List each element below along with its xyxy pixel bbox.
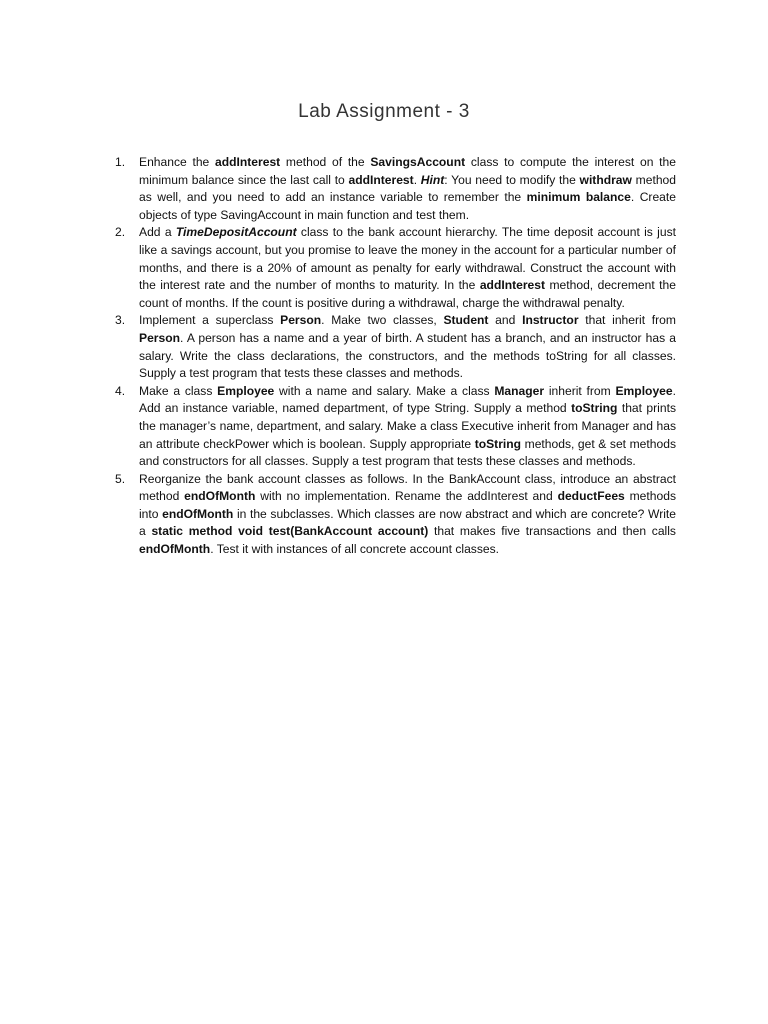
task-item — [112, 312, 676, 382]
emphasis-text: TimeDepositAccount — [175, 225, 297, 240]
emphasis-text: addInterest — [348, 172, 414, 187]
emphasis-text: Employee — [217, 383, 275, 398]
emphasis-text: endOfMonth — [139, 542, 211, 557]
body-text: Add a — [139, 225, 176, 240]
body-text: . Create objects of type SavingAccount in main function and test them. — [139, 190, 676, 222]
body-text: and — [488, 313, 523, 328]
emphasis-text: toString — [571, 401, 618, 416]
body-text: in the subclasses. Which classes are now abstract and which are concrete? Write a — [139, 506, 677, 539]
task-item — [112, 224, 676, 312]
task-text — [139, 312, 676, 382]
body-text: class to the bank account hierarchy. The time deposit account is just like a savings account, but you promise to leave the money in the account for a particular number of months, and there is a 20% of amount as penalty for early withdrawal. Construct the account with the interest rate and the number of months to maturity. In the — [139, 225, 676, 293]
emphasis-text: addInterest — [479, 278, 546, 293]
emphasis-text: endOfMonth — [184, 489, 256, 504]
body-text: that prints the manager’s name, department, and salary. Make a class Executive inherit from Manager and has an attribute checkPower which is boolean. Supply appropriate — [139, 401, 676, 451]
body-text: Reorganize the bank account classes as follows. In the BankAccount class, introduce an abstract method — [139, 471, 676, 504]
body-text: method as well, and you need to add an instance variable to remember the — [139, 172, 677, 205]
task-list — [112, 154, 676, 559]
task-number: 3. — [115, 313, 126, 328]
emphasis-text: Hint — [420, 172, 445, 187]
emphasis-text: minimum balance — [526, 190, 631, 205]
task-text — [139, 471, 676, 559]
task-text — [139, 154, 676, 224]
body-text: class to compute the interest on the minimum balance since the last call to — [139, 155, 676, 187]
task-number: 5. — [115, 471, 126, 486]
task-number: 4. — [115, 383, 126, 398]
emphasis-text: Person — [139, 330, 180, 345]
body-text: . A person has a name and a year of birth. A student has a branch, and an instructor has a salary. Write the class declarations, the constructors, and the methods toString for all classes. Supply a test program that tests these classes and methods. — [139, 330, 676, 381]
task-item — [112, 471, 676, 559]
body-text: that inherit from — [578, 313, 676, 328]
emphasis-text: Student — [443, 313, 489, 328]
body-text: . — [413, 172, 421, 187]
body-text: : You need to modify the — [444, 172, 580, 187]
task-item — [112, 154, 676, 224]
emphasis-text: Employee — [615, 383, 673, 398]
body-text: method, decrement the count of months. If the count is positive during a withdrawal, charge the withdrawal penalty. — [139, 278, 676, 310]
body-text: methods, get & set methods and constructors for all classes. Supply a test program that tests these classes and methods. — [139, 436, 676, 469]
body-text: . Make two classes, — [321, 313, 444, 328]
body-text: methods into — [139, 489, 676, 521]
body-text: with a name and salary. Make a class — [274, 383, 495, 398]
task-number: 1. — [115, 155, 126, 169]
emphasis-text: endOfMonth — [162, 506, 234, 521]
body-text: inherit from — [544, 383, 616, 398]
emphasis-text: withdraw — [579, 172, 632, 187]
body-text: . Add an instance variable, named department, of type String. Supply a method — [139, 383, 676, 416]
body-text: Enhance the — [139, 155, 216, 169]
task-item — [112, 383, 676, 471]
emphasis-text: Instructor — [522, 313, 579, 328]
task-number: 2. — [115, 225, 126, 240]
emphasis-text: static method void test(BankAccount account) — [151, 524, 429, 539]
emphasis-text: Person — [280, 313, 322, 328]
emphasis-text: addInterest — [215, 155, 281, 169]
emphasis-text: Manager — [494, 383, 545, 398]
body-text: with no implementation. Rename the addInterest and — [255, 489, 558, 504]
body-text: method of the — [280, 155, 371, 169]
emphasis-text: toString — [474, 436, 522, 451]
body-text: that makes five transactions and then calls — [428, 524, 676, 539]
task-text — [139, 224, 676, 312]
emphasis-text: deductFees — [557, 489, 625, 504]
body-text: . Test it with instances of all concrete account classes. — [210, 542, 500, 557]
emphasis-text: SavingsAccount — [370, 155, 466, 169]
body-text: Implement a superclass — [139, 313, 281, 328]
document-title: Lab Assignment - 3 — [298, 101, 470, 122]
task-text — [139, 383, 676, 471]
body-text: Make a class — [139, 383, 218, 398]
